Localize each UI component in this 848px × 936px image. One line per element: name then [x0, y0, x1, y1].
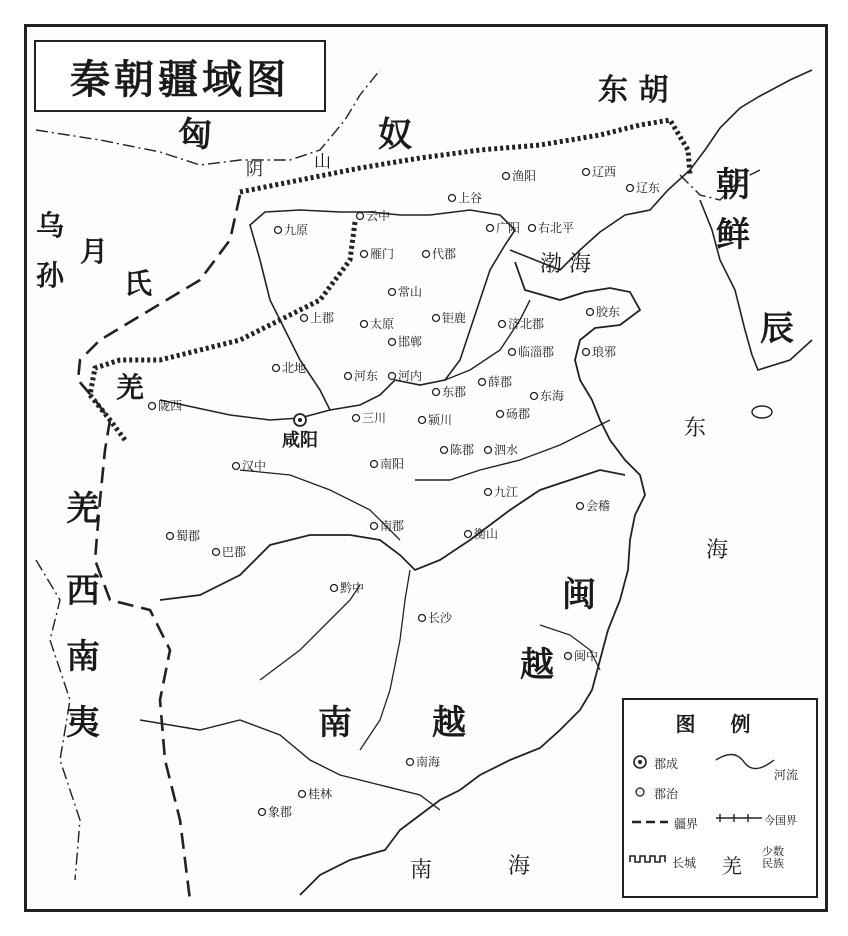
label-donghai-1: 东 [684, 416, 707, 441]
label-yinshan-2: 山 [314, 152, 331, 172]
commandery-label: 衡山 [474, 527, 499, 541]
commandery-label: 长沙 [428, 611, 453, 625]
commandery-label: 蜀郡 [176, 529, 201, 543]
legend-capital-label: 郡成 [654, 757, 679, 771]
commandery-label: 泗水 [494, 443, 519, 457]
commandery-label: 胶东 [596, 305, 621, 319]
commandery-seat-marker [299, 791, 306, 798]
commandery-seat-marker [259, 809, 266, 816]
legend-boundary-label: 疆界 [674, 817, 699, 831]
commandery-seat-marker [499, 321, 506, 328]
commandery-seat-marker [389, 373, 396, 380]
commandery-seat-marker [361, 321, 368, 328]
legend-seat-label: 郡治 [654, 787, 679, 801]
commandery-label: 南阳 [380, 457, 405, 471]
commandery-seat-marker [389, 339, 396, 346]
map-title-box [34, 40, 326, 112]
commandery-seat-marker [627, 185, 634, 192]
commandery-seat-marker [423, 251, 430, 258]
commandery-seat-marker [433, 389, 440, 396]
commandery-label: 辽西 [592, 165, 617, 179]
commandery-seat-marker [577, 503, 584, 510]
label-xiongnu-2: 奴 [378, 115, 412, 155]
legend-minority-label: 少数民族 [762, 845, 784, 870]
commandery-label: 会稽 [586, 499, 611, 513]
commandery-seat-marker [419, 615, 426, 622]
commandery-label: 薛郡 [488, 375, 513, 389]
commandery-label: 象郡 [268, 805, 293, 819]
commandery-label: 闽中 [574, 649, 599, 663]
commandery-label: 砀郡 [506, 407, 531, 421]
commandery-seat-marker [587, 309, 594, 316]
commandery-label: 九江 [494, 485, 519, 499]
label-chaoxian-2: 鲜 [716, 215, 750, 255]
commandery-label: 陇西 [158, 399, 183, 413]
commandery-seat-marker [301, 315, 308, 322]
commandery-seat-marker [449, 195, 456, 202]
commandery-label: 广阳 [496, 221, 521, 235]
commandery-seat-marker [213, 549, 220, 556]
commandery-seat-marker [371, 523, 378, 530]
commandery-label: 河东 [354, 369, 379, 383]
label-yuezhi-1: 月 [80, 235, 109, 268]
label-xinanyi-2: 南 [66, 637, 100, 677]
label-donghai-2: 海 [706, 538, 729, 563]
label-yinshan-1: 阴 [246, 160, 263, 180]
commandery-label: 巴郡 [222, 545, 247, 559]
label-capital: 咸阳 [282, 430, 318, 451]
commandery-label: 南郡 [380, 519, 405, 533]
commandery-label: 太原 [370, 317, 395, 331]
commandery-seat-marker [353, 415, 360, 422]
commandery-label: 渔阳 [512, 169, 537, 183]
commandery-seat-marker [407, 759, 414, 766]
label-nanhai-1: 南 [410, 858, 433, 883]
legend-river-icon [716, 754, 774, 768]
commandery-seat-marker [167, 533, 174, 540]
commandery-seat-marker [357, 213, 364, 220]
commandery-label: 东海 [540, 389, 565, 403]
label-wusun-1: 乌 [36, 209, 65, 242]
commandery-seat-marker [465, 531, 472, 538]
label-chaoxian-1: 朝 [716, 165, 750, 205]
commandery-label: 黔中 [340, 581, 365, 595]
commandery-seat-marker [433, 315, 440, 322]
commandery-seat-marker [371, 461, 378, 468]
label-wusun-2: 孙 [36, 259, 65, 292]
capital-marker-dot [298, 418, 302, 422]
label-nanhai-2: 海 [508, 854, 531, 879]
commandery-seat-marker [361, 251, 368, 258]
legend-minority-sample: 羌 [722, 854, 742, 878]
commandery-label: 三川 [362, 411, 387, 425]
commandery-seat-marker [275, 227, 282, 234]
great-wall-north [240, 115, 690, 195]
commandery-seat-marker [565, 653, 572, 660]
commandery-seat-marker [485, 489, 492, 496]
commandery-label: 上郡 [310, 311, 335, 325]
commandery-label: 邯郸 [398, 335, 423, 349]
commandery-seat-marker [273, 365, 280, 372]
commandery-seat-marker [503, 173, 510, 180]
label-xinanyi-1: 西 [66, 571, 100, 611]
commandery-seat-marker [345, 373, 352, 380]
commandery-label: 雁门 [370, 247, 395, 261]
commandery-label: 右北平 [538, 221, 575, 235]
legend-wall-label: 长城 [672, 856, 697, 870]
commandery-label: 琅邪 [592, 345, 617, 359]
label-chen: 辰 [760, 309, 794, 349]
label-yuezhi-2: 氏 [124, 267, 153, 300]
island [752, 406, 772, 418]
commandery-seat-marker [583, 169, 590, 176]
xiang-river [360, 570, 410, 750]
commandery-seat-marker [529, 225, 536, 232]
commandery-seat-marker [389, 289, 396, 296]
commandery-label: 云中 [366, 209, 391, 223]
label-nanyue-2: 越 [432, 703, 466, 743]
legend-border-label: 今国界 [764, 814, 797, 827]
label-xiongnu-1: 匈 [178, 115, 212, 155]
legend-seat-icon [636, 788, 644, 796]
commandery-label: 辽东 [636, 181, 661, 195]
yangtze-river [160, 470, 625, 600]
legend-river-label: 河流 [774, 768, 799, 782]
commandery-label: 九原 [284, 223, 309, 237]
commandery-label: 北地 [282, 361, 307, 375]
legend-wall-icon [630, 856, 665, 862]
commandery-seat-marker [531, 393, 538, 400]
commandery-seat-marker [233, 463, 240, 470]
commandery-label: 济北郡 [508, 317, 545, 331]
legend-title: 图 例 [675, 712, 765, 736]
commandery-label: 桂林 [308, 787, 333, 801]
label-yue: 越 [520, 645, 554, 685]
commandery-seat-marker [485, 447, 492, 454]
commandery-label: 东郡 [442, 385, 467, 399]
commandery-label: 汉中 [242, 459, 267, 473]
commandery-label: 代郡 [432, 247, 457, 261]
commandery-label: 颍川 [428, 413, 453, 427]
label-qiang: 羌 [116, 371, 145, 404]
label-bohai: 渤 海 [540, 252, 591, 277]
label-min: 闽 [562, 575, 596, 615]
wu-river [260, 585, 360, 680]
qin-boundary [78, 195, 240, 900]
map-legend [622, 698, 818, 898]
commandery-seat-marker [149, 403, 156, 410]
commandery-label: 常山 [398, 285, 423, 299]
commandery-seat-marker [509, 349, 516, 356]
great-wall-west [90, 222, 355, 440]
label-xinanyi-3: 夷 [66, 703, 100, 743]
legend-border-icon [716, 814, 762, 822]
commandery-label: 南海 [416, 755, 441, 769]
label-donghu: 东 胡 [598, 73, 669, 108]
commandery-seat-marker [331, 585, 338, 592]
commandery-seat-marker [479, 379, 486, 386]
label-qiang-2: 羌 [66, 489, 100, 529]
pearl-river [140, 720, 440, 810]
label-nanyue-1: 南 [318, 703, 352, 743]
commandery-seat-marker [487, 225, 494, 232]
commandery-label: 临淄郡 [518, 345, 555, 359]
map-title: 秦朝疆域图 [70, 56, 290, 103]
commandery-seat-marker [441, 447, 448, 454]
commandery-label: 河内 [398, 369, 423, 383]
commandery-seat-marker [497, 411, 504, 418]
commandery-seat-marker [419, 417, 426, 424]
commandery-label: 上谷 [458, 191, 483, 205]
commandery-label: 钜鹿 [442, 311, 467, 325]
commandery-label: 陈郡 [450, 443, 475, 457]
commandery-seat-marker [583, 349, 590, 356]
